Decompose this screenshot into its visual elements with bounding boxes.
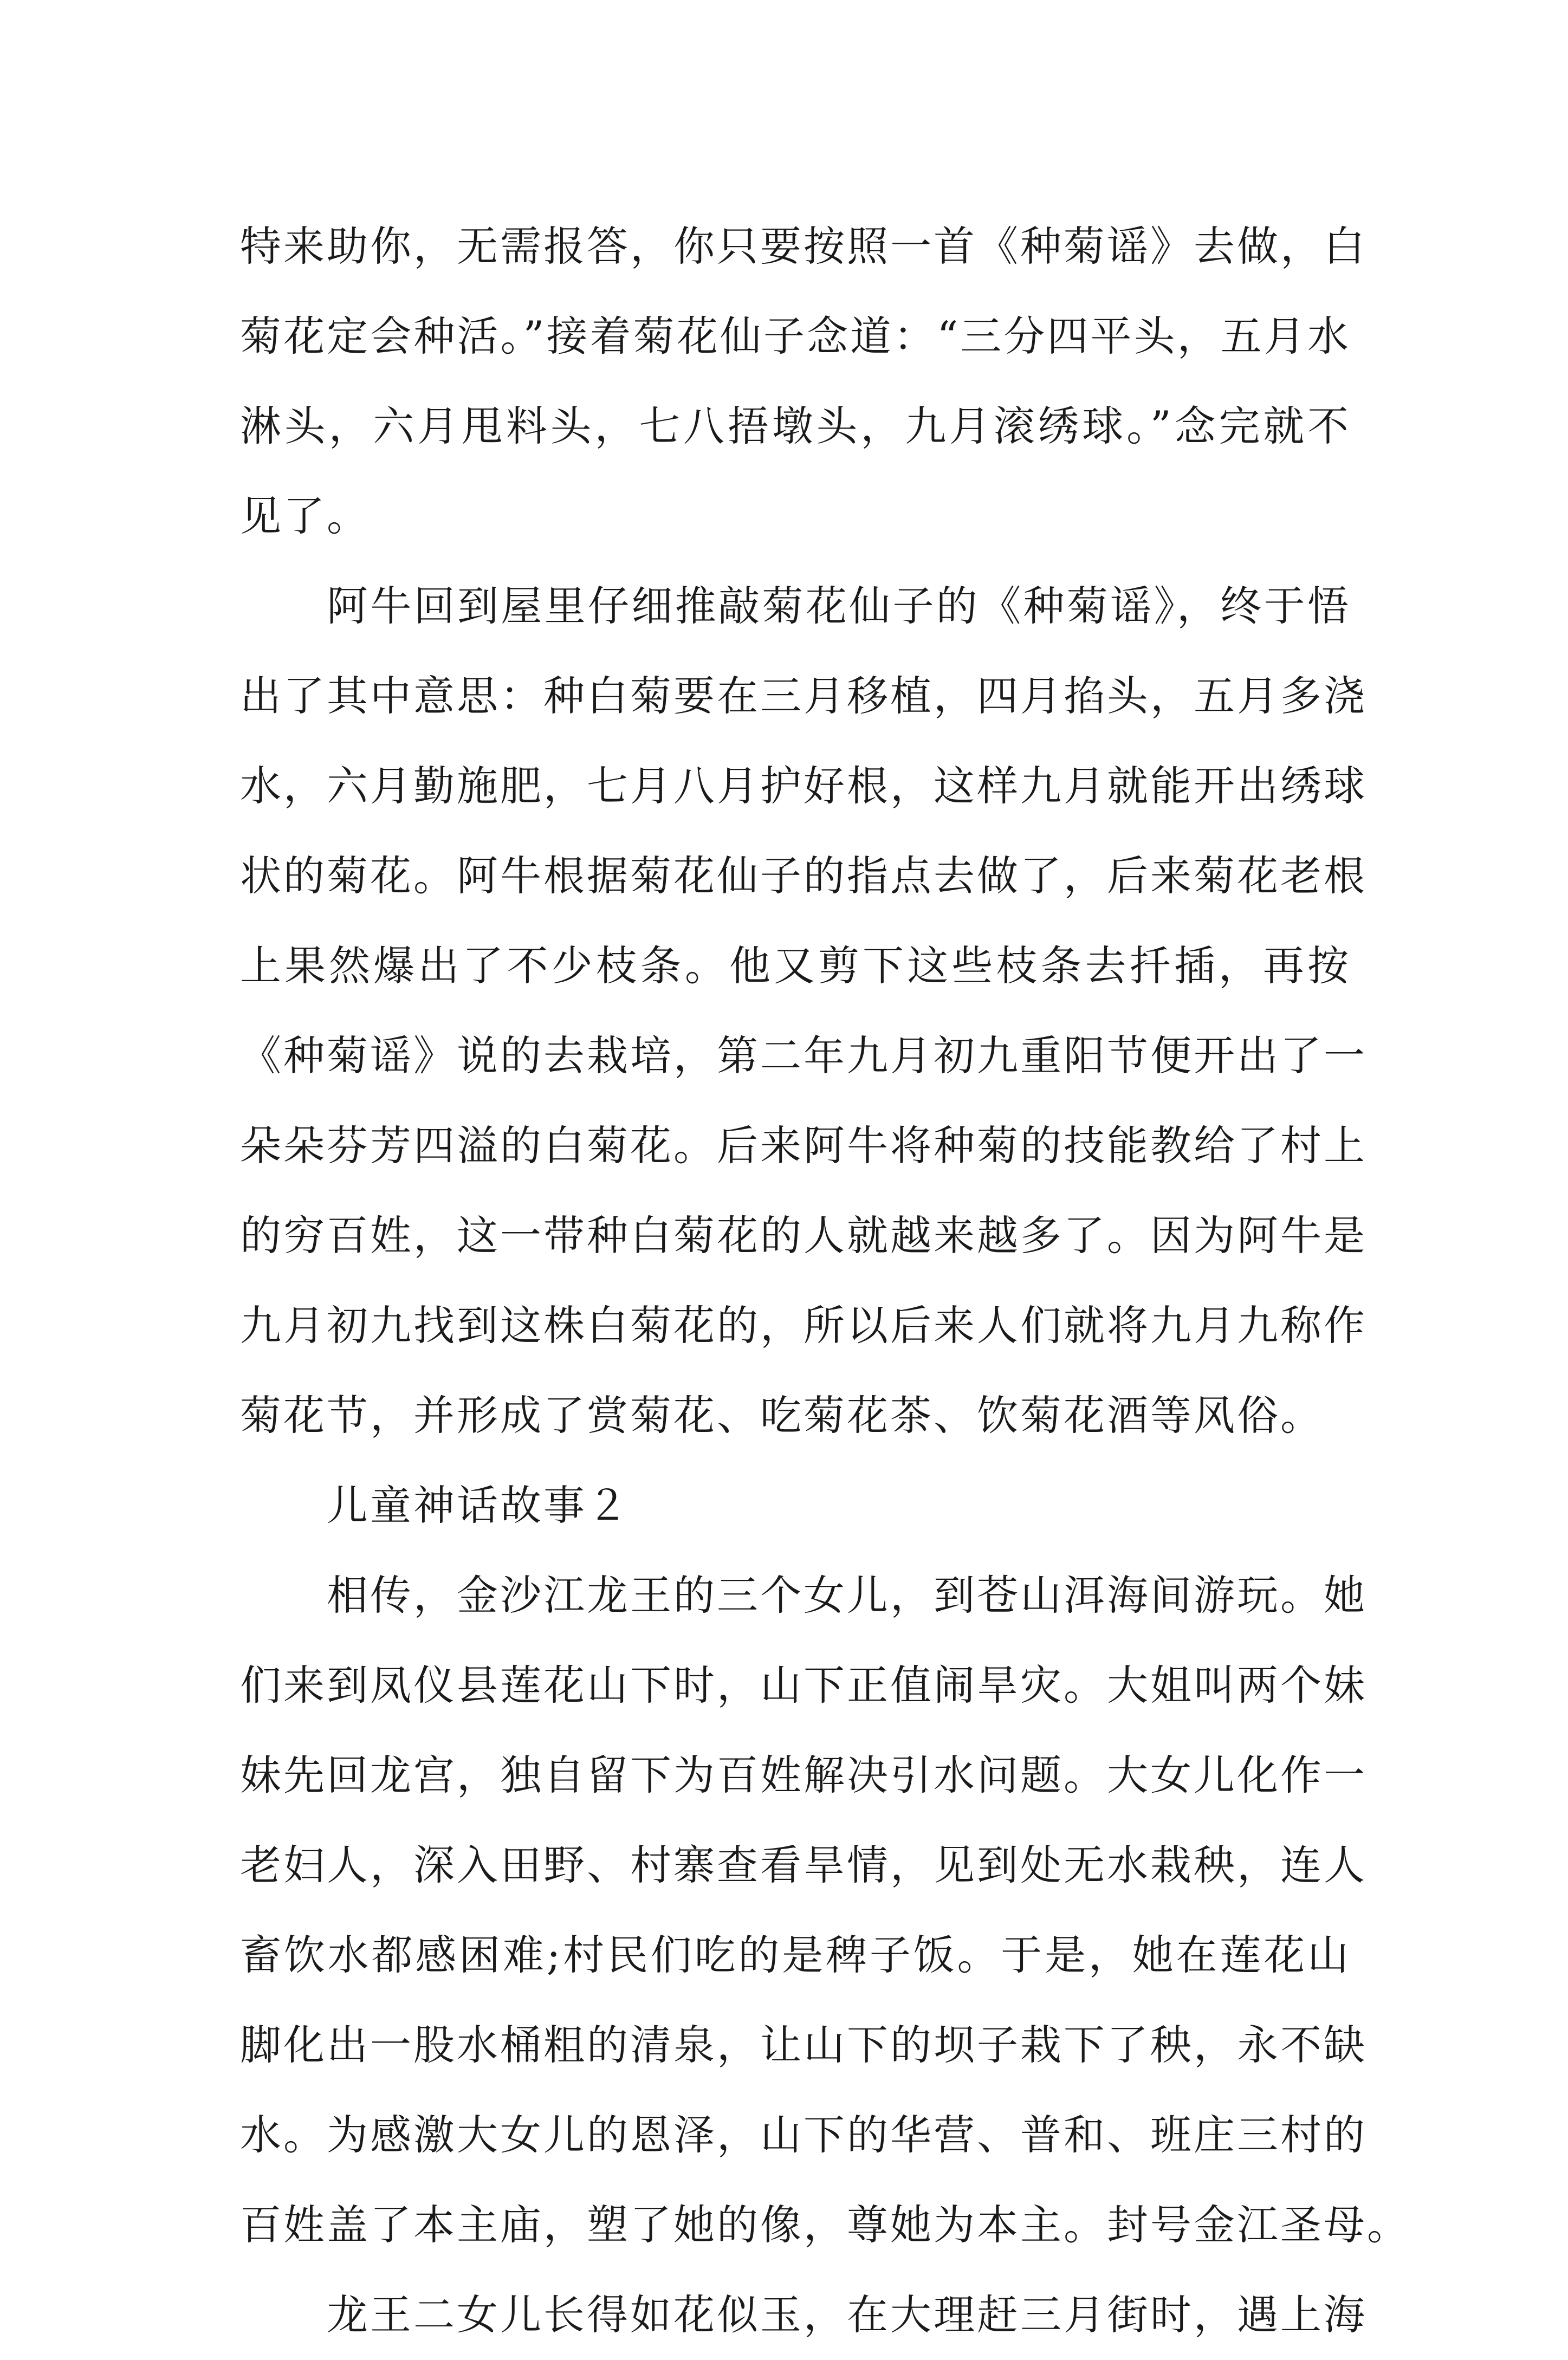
text-line: 菊花定会种活。”接着菊花仙子念道：“三分四平头，五月水: [240, 312, 1351, 360]
text-line: 九月初九找到这株白菊花的，所以后来人们就将九月九称作: [240, 1301, 1367, 1350]
paragraph-start-line: 阿牛回到屋里仔细推敲菊花仙子的《种菊谣》，终于悟: [327, 582, 1351, 630]
text-line: 的穷百姓，这一带种白菊花的人就越来越多了。因为阿牛是: [240, 1211, 1367, 1260]
text-line: 上果然爆出了不少枝条。他又剪下这些枝条去扦插，再按: [240, 942, 1351, 990]
text-line: 水，六月勤施肥，七月八月护好根，这样九月就能开出绣球: [240, 762, 1367, 810]
text-line: 们来到凤仪县莲花山下时，山下正值闹旱灾。大姐叫两个妹: [240, 1661, 1367, 1709]
text-line: 妹先回龙宫，独自留下为百姓解决引水问题。大女儿化作一: [240, 1751, 1367, 1799]
text-line: 百姓盖了本主庙，塑了她的像，尊她为本主。封号金江圣母。: [240, 2201, 1410, 2249]
text-line: 脚化出一股水桶粗的清泉，让山下的坝子栽下了秧，永不缺: [240, 2021, 1367, 2069]
text-line: 《种菊谣》说的去栽培，第二年九月初九重阳节便开出了一: [240, 1032, 1367, 1080]
text-line: 特来助你，无需报答，你只要按照一首《种菊谣》去做，白: [240, 222, 1367, 270]
text-line: 出了其中意思：种白菊要在三月移植，四月掐头，五月多浇: [240, 672, 1367, 720]
text-line: 见了。: [240, 492, 370, 540]
text-line: 朵朵芬芳四溢的白菊花。后来阿牛将种菊的技能教给了村上: [240, 1121, 1367, 1170]
text-line: 老妇人，深入田野、村寨查看旱情，见到处无水栽秧，连人: [240, 1841, 1367, 1889]
text-line: 水。为感激大女儿的恩泽，山下的华营、普和、班庄三村的: [240, 2111, 1367, 2159]
section-heading: 儿童神话故事２: [327, 1481, 630, 1529]
text-line: 菊花节，并形成了赏菊花、吃菊花茶、饮菊花酒等风俗。: [240, 1391, 1324, 1440]
paragraph-start-line: 龙王二女儿长得如花似玉，在大理赶三月街时，遇上海: [327, 2291, 1367, 2339]
paragraph-start-line: 相传，金沙江龙王的三个女儿，到苍山洱海间游玩。她: [327, 1571, 1367, 1619]
text-line: 畜饮水都感困难;村民们吃的是稗子饭。于是，她在莲花山: [240, 1931, 1351, 1979]
text-line: 状的菊花。阿牛根据菊花仙子的指点去做了，后来菊花老根: [240, 852, 1367, 900]
text-line: 淋头，六月甩料头，七八捂墩头，九月滚绣球。”念完就不: [240, 402, 1351, 450]
document-body: [240, 202, 1410, 2360]
